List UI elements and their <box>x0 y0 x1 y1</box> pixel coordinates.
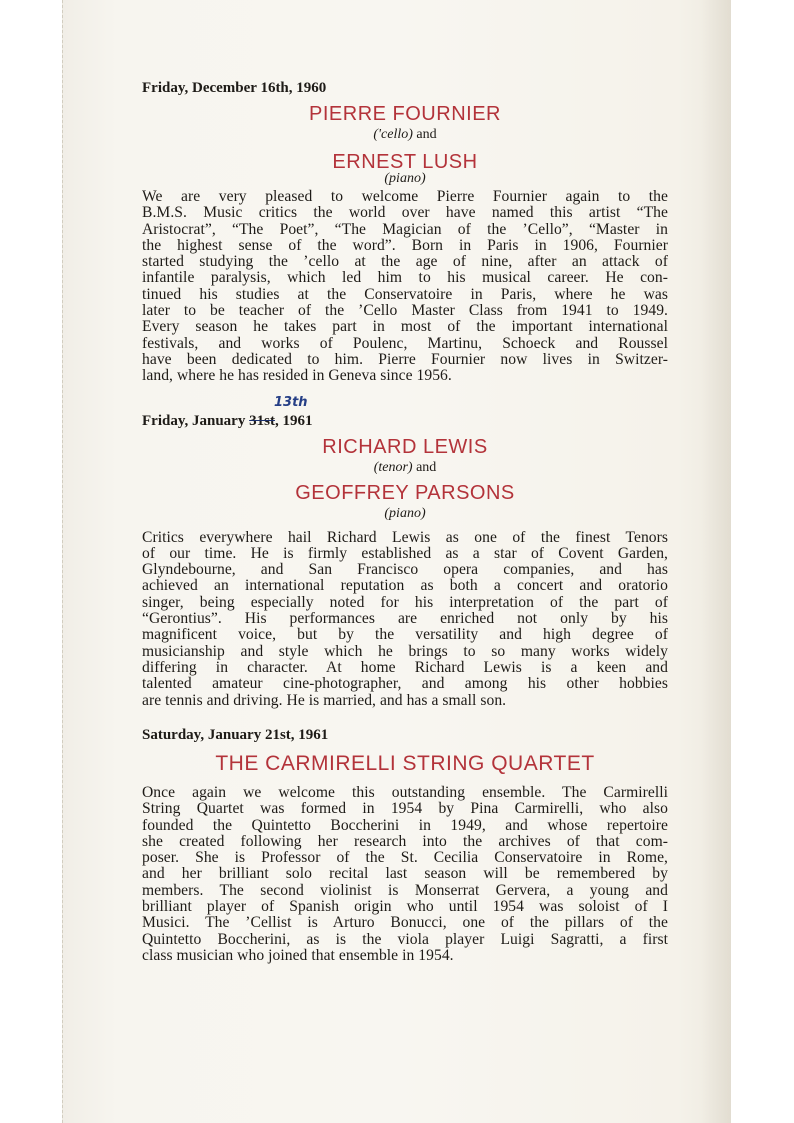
event-description <box>142 785 668 964</box>
text-line: and her brilliant solo recital last season will be remembered by <box>142 865 668 883</box>
event-date <box>142 394 668 430</box>
role-instrument: (piano) <box>384 171 426 186</box>
text-line: poser. She is Professor of the St. Cecilia Conservatoire in Rome, <box>142 849 668 867</box>
artist-role <box>142 460 668 476</box>
artist-name: PIERRE FOURNIER <box>309 103 501 125</box>
event-lewis <box>142 394 668 709</box>
text-line: of our time. He is firmly established as a star of Covent Garden, <box>142 544 668 562</box>
date-prefix: Friday, January <box>142 412 246 429</box>
text-line: members. The second violinist is Monserrat Gervera, a young and <box>142 881 668 899</box>
event-description <box>142 530 668 709</box>
text-line: musicianship and style which he brings to so many works widely <box>142 642 668 660</box>
text-line: tinued his studies at the Conservatoire in Paris, where he was <box>142 285 668 303</box>
accompanist-role <box>142 171 668 187</box>
text-line: festivals, and works of Poulenc, Martinu, Schoeck and Roussel <box>142 334 668 352</box>
event-carmirelli <box>142 727 668 964</box>
role-conjunction: and <box>416 459 437 475</box>
text-line: differing in character. At home Richard Lewis is a keen and <box>142 658 668 676</box>
artist-name: RICHARD LEWIS <box>322 435 488 458</box>
text-line: Glyndebourne, and San Francisco opera companies, and has <box>142 561 668 579</box>
programme-page <box>142 70 668 964</box>
role-instrument: (piano) <box>384 505 426 521</box>
text-line: Every season he takes part in most of the important international <box>142 318 668 336</box>
text-line: founded the Quintetto Boccherini in 1949, and whose repertoire <box>142 816 668 834</box>
date-struck: 31st <box>249 412 275 429</box>
text-line: B.M.S. Music critics the world over have named this artist “The <box>142 204 668 222</box>
text-line: land, where he has resided in Geneva since 1956. <box>142 367 452 385</box>
text-line: “Gerontius”. His performances are enriched not only by his <box>142 610 668 628</box>
text-line: We are very pleased to welcome Pierre Fournier again to the <box>142 188 668 205</box>
artist-role <box>142 127 668 143</box>
text-line: String Quartet was formed in 1954 by Pina Carmirelli, who also <box>142 800 668 818</box>
handwritten-correction: 13th <box>274 394 308 410</box>
text-line: later to be teacher of the ’Cello Master Class from 1941 to 1949. <box>142 302 668 320</box>
text-line: have been dedicated to him. Pierre Fournier now lives in Switzer- <box>142 350 668 368</box>
text-line: are tennis and driving. He is married, and has a small son. <box>142 691 507 709</box>
text-line: magnificent voice, but by the versatility and high degree of <box>142 626 668 644</box>
accompanist-name: GEOFFREY PARSONS <box>295 481 515 504</box>
artist-name: THE CARMIRELLI STRING QUARTET <box>215 751 595 775</box>
text-line: Critics everywhere hail Richard Lewis as one of the finest Tenors <box>142 528 668 546</box>
role-instrument: (tenor) <box>373 459 413 475</box>
date-suffix: , 1961 <box>274 412 313 429</box>
text-line: class musician who joined that ensemble in 1954. <box>142 946 454 964</box>
text-line: talented amateur cine-photographer, and among his other hobbies <box>142 675 668 693</box>
role-conjunction: and <box>416 127 437 142</box>
text-line: Aristocrat”, “The Poet”, “The Magician of the ’Cello”, “Master in <box>142 220 668 238</box>
role-instrument: ('cello) <box>373 127 413 142</box>
event-fournier <box>142 80 668 385</box>
text-line: infantile paralysis, which led him to his musical career. He con- <box>142 269 668 287</box>
text-line: Once again we welcome this outstanding ensemble. The Carmirelli <box>142 783 668 801</box>
text-line: singer, being especially noted for his interpretation of the part of <box>142 593 668 611</box>
text-line: brilliant player of Spanish origin who until 1954 was soloist of I <box>142 898 668 915</box>
text-line: Quintetto Boccherini, as is the viola player Luigi Sagratti, a first <box>142 930 668 948</box>
event-date: Saturday, January 21st, 1961 <box>142 726 329 743</box>
text-line: achieved an international reputation as both a concert and oratorio <box>142 577 668 595</box>
accompanist-name: ERNEST LUSH <box>332 151 478 173</box>
event-date: Friday, December 16th, 1960 <box>142 80 327 96</box>
text-line: Musici. The ’Cellist is Arturo Bonucci, one of the pillars of the <box>142 914 668 932</box>
text-line: started studying the ’cello at the age of nine, after an attack of <box>142 253 668 271</box>
text-line: the highest sense of the word”. Born in Paris in 1906, Fournier <box>142 236 668 254</box>
accompanist-role <box>142 506 668 522</box>
text-line: she created following her research into the archives of that com- <box>142 832 668 850</box>
event-description <box>142 189 668 385</box>
